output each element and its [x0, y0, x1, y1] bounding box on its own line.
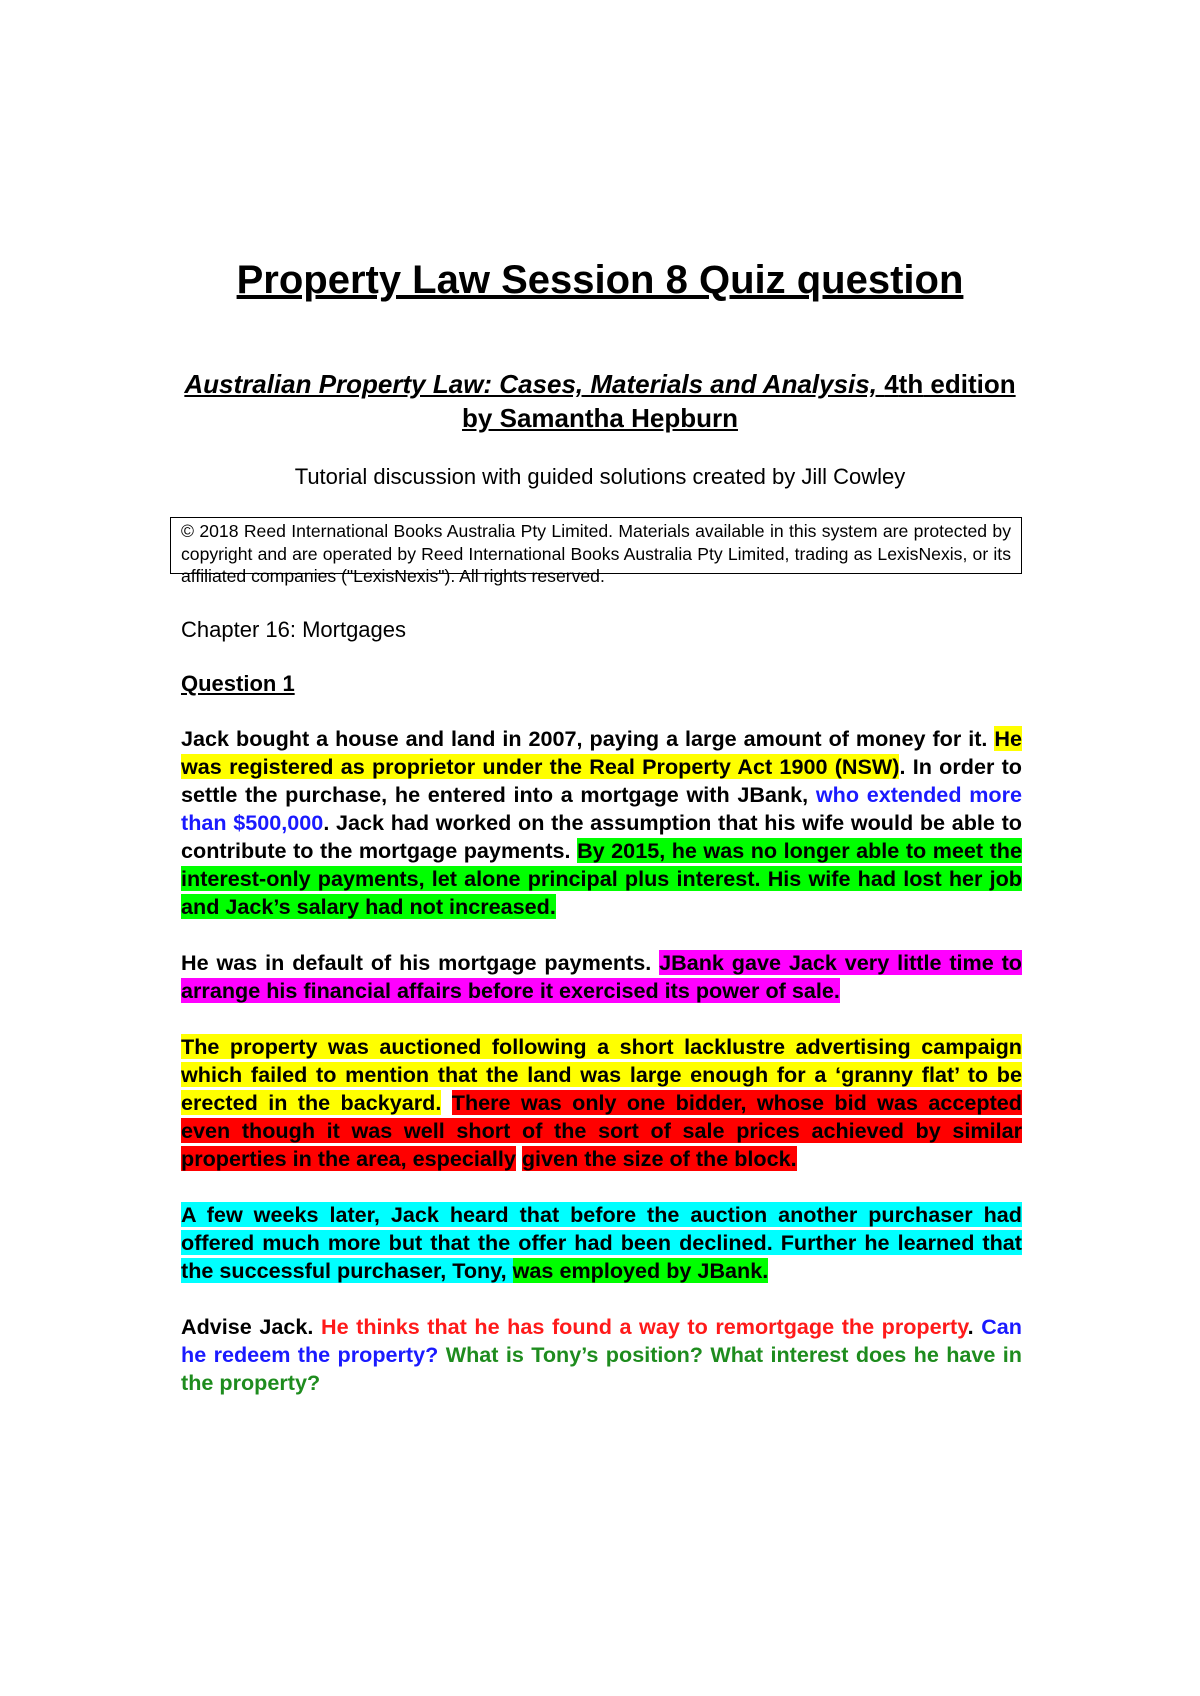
- p1-text-2: . In order to settle the purchase, he entered into a mortgage with JBank,: [181, 754, 1022, 807]
- tutorial-line: Tutorial discussion with guided solutions created by Jill Cowley: [294, 464, 906, 489]
- main-content: [181, 615, 1022, 1397]
- page-title: Property Law Session 8 Quiz question: [236, 258, 964, 302]
- question-paragraph-4: [181, 1201, 1022, 1285]
- edition-number: 4: [884, 369, 899, 399]
- p1-highlight-green: By 2015, he was no longer able to meet the interest-only payments, let alone principal plus interest. His wife had lost her job and Jack’s salary had not increased.: [181, 838, 1023, 919]
- question-paragraph-2: [181, 949, 1022, 1005]
- p1-text-3: . Jack had worked on the assumption that his wife would be able to contribute to the mortgage payments.: [181, 810, 1022, 863]
- p5-red-text: He thinks that he has found a way to remortgage the property: [320, 1314, 968, 1339]
- edition-author: edition by Samantha Hepburn: [462, 369, 1016, 433]
- edition-suffix: th: [898, 369, 924, 399]
- p3-highlight-red-1: There was only one bidder, whose bid was accepted even though it was well short of the sort of sale prices achieved by similar properties in the area, especially: [181, 1090, 1023, 1171]
- question-paragraph-1: [181, 725, 1022, 921]
- book-title: Australian Property Law: Cases, Materials and Analysis,: [184, 369, 885, 399]
- question-paragraph-5: [181, 1313, 1022, 1397]
- p3-gap-2: [516, 1146, 522, 1171]
- p5-text-1: Advise Jack.: [181, 1314, 321, 1339]
- question-heading: Question 1: [181, 671, 295, 696]
- p5-text-2: .: [967, 1314, 982, 1339]
- p3-gap-1: [441, 1090, 451, 1115]
- p4-highlight-cyan: A few weeks later, Jack heard that before the auction another purchaser had offered much more but that the offer had been declined. Further he learned that the successful purchaser, Tony,: [181, 1202, 1022, 1283]
- p3-highlight-red-2: given the size of the block.: [521, 1146, 797, 1171]
- chapter-heading: Chapter 16: Mortgages: [181, 617, 407, 642]
- p5-green-text: What is Tony’s position? What interest does he have in the property?: [181, 1342, 1022, 1395]
- p5-blue-text: Can he redeem the property?: [181, 1314, 1022, 1367]
- book-subtitle: [183, 367, 1017, 435]
- p1-blue-text: who extended more than $500,000: [181, 782, 1022, 835]
- p3-highlight-yellow: The property was auctioned following a short lacklustre advertising campaign which failed to mention that the land was large enough for a ‘granny flat’ to be erected in the backyard.: [181, 1034, 1022, 1115]
- p5-gap: [438, 1342, 445, 1367]
- copyright-box: © 2018 Reed International Books Australia Pty Limited. Materials available in this system are protected by copyright and are operated by Reed International Books Australia Pty Limited, trading as LexisNexis, or its affiliated companies ("LexisNexis"). All rights reserved.: [170, 517, 1022, 574]
- p4-highlight-green: was employed by JBank.: [512, 1258, 769, 1283]
- p2-text-1: He was in default of his mortgage payments.: [181, 950, 660, 975]
- p1-highlight-yellow: He was registered as proprietor under the Real Property Act 1900 (NSW): [181, 726, 1022, 779]
- p2-highlight-magenta: JBank gave Jack very little time to arrange his financial affairs before it exercised its power of sale.: [181, 950, 1022, 1003]
- question-paragraph-3: [181, 1033, 1022, 1173]
- p1-text-1: Jack bought a house and land in 2007, paying a large amount of money for it.: [181, 726, 995, 751]
